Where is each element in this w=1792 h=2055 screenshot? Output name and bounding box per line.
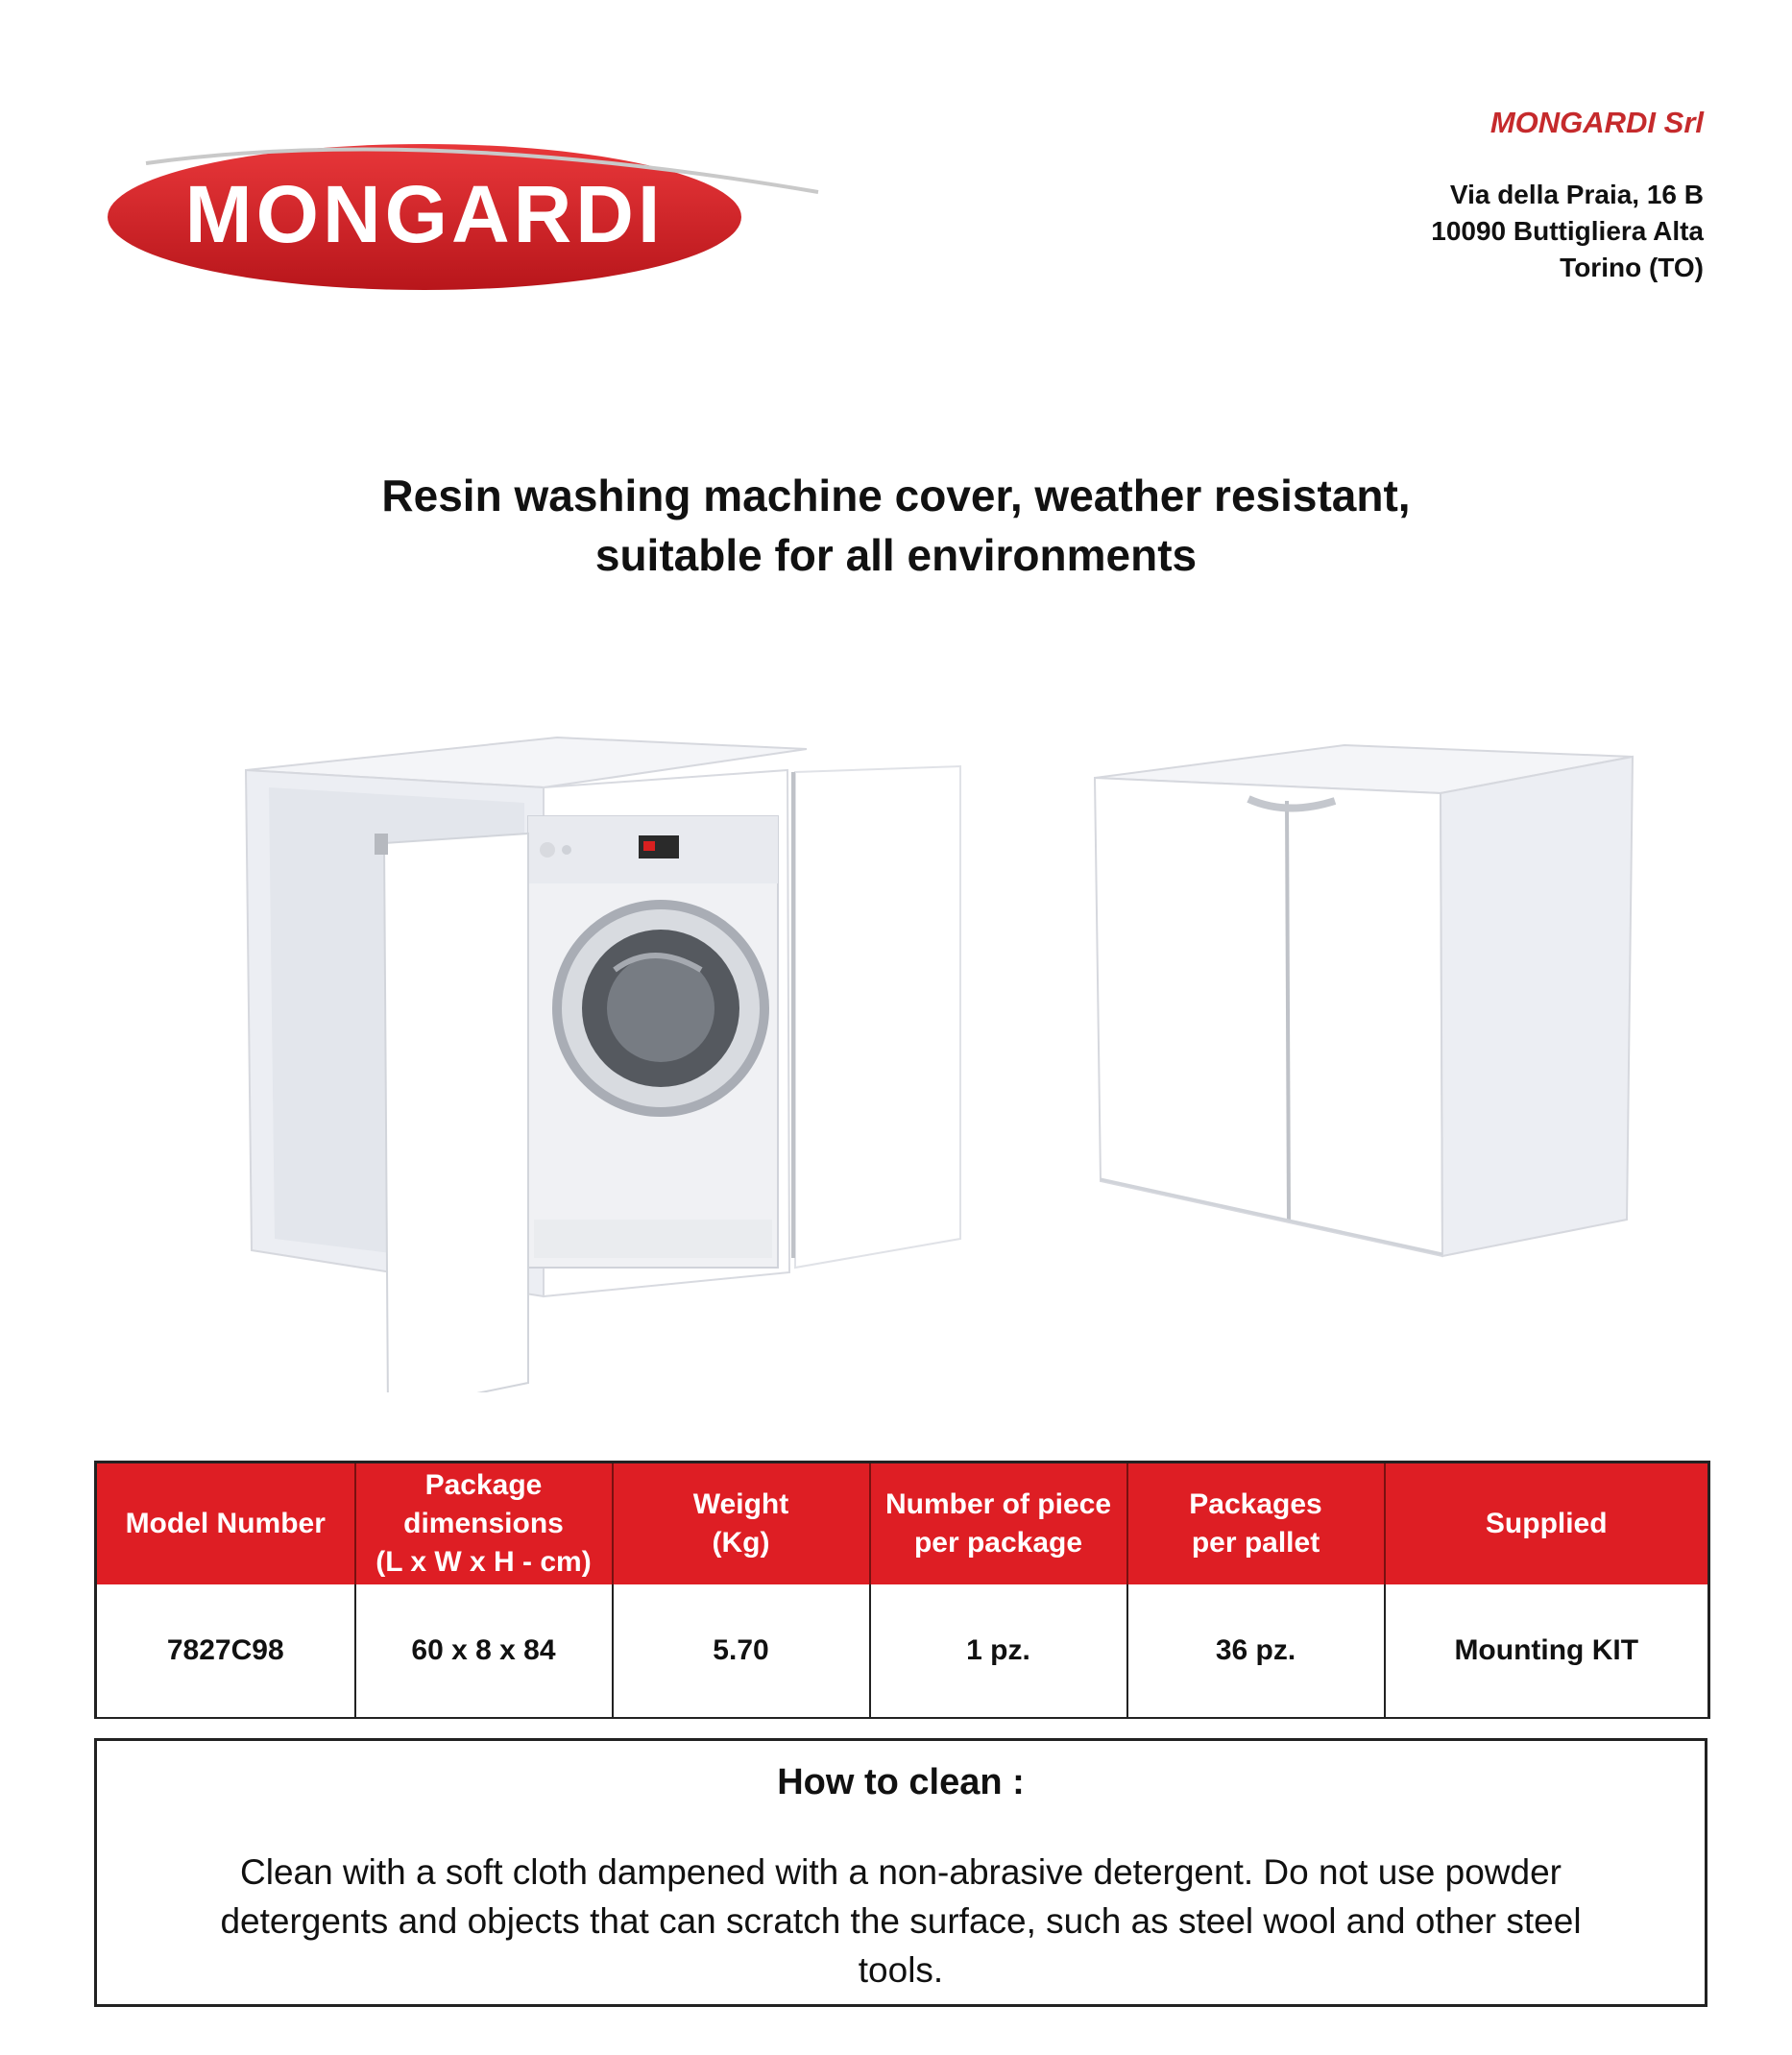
header-text: per package (913, 1527, 1083, 1559)
table-row (96, 1584, 1709, 1718)
header-text: Model Number (125, 1508, 326, 1539)
headline-line-2: suitable for all environments (594, 530, 1198, 580)
header-text: Supplied (1485, 1508, 1608, 1539)
header-text: (Kg) (712, 1527, 770, 1559)
header-text: Weight (692, 1488, 789, 1520)
header-text: (L x W x H - cm) (375, 1546, 592, 1578)
closed-cabinet-illustration (1095, 745, 1633, 1256)
address-city: Torino (TO) (1560, 253, 1704, 282)
product-image (230, 720, 1652, 1392)
cleaning-line: tools. (858, 1950, 944, 1990)
spec-table (94, 1461, 1710, 1719)
header-supplied (1385, 1463, 1709, 1585)
header-package-dimensions (355, 1463, 613, 1585)
header-pieces-per-package (870, 1463, 1127, 1585)
company-info (1431, 106, 1704, 286)
cleaning-title: How to clean : (777, 1762, 1025, 1802)
cleaning-section (94, 1738, 1707, 2007)
header-model-number (96, 1463, 355, 1585)
open-cabinet-illustration (246, 737, 960, 1392)
address-street: Via della Praia, 16 B (1449, 180, 1704, 209)
cell-package-dimensions: 60 x 8 x 84 (355, 1584, 613, 1718)
cleaning-line: detergents and objects that can scratch the surface, such as steel wool and other steel (220, 1901, 1582, 1941)
cleaning-text (116, 1848, 1685, 1995)
svg-text:MONGARDI: MONGARDI (184, 169, 665, 259)
cleaning-line: Clean with a soft cloth dampened with a non-abrasive detergent. Do not use powder (240, 1852, 1562, 1892)
headline-line-1: Resin washing machine cover, weather resistant, (381, 471, 1411, 520)
header-text: Packages (1189, 1488, 1322, 1520)
spec-header-row (96, 1463, 1709, 1585)
cell-model-number: 7827C98 (96, 1584, 355, 1718)
header-text: dimensions (403, 1508, 564, 1539)
company-name: MONGARDI Srl (1489, 106, 1704, 139)
cell-supplied: Mounting KIT (1385, 1584, 1709, 1718)
header-weight (613, 1463, 870, 1585)
header-text: Package (424, 1469, 543, 1501)
cell-packages-per-pallet: 36 pz. (1127, 1584, 1385, 1718)
header-text: Number of piece (884, 1488, 1112, 1520)
mongardi-logo (108, 134, 837, 307)
product-headline (0, 466, 1792, 585)
cell-weight: 5.70 (613, 1584, 870, 1718)
address-postal: 10090 Buttigliera Alta (1431, 216, 1704, 246)
header-text: per pallet (1191, 1527, 1320, 1559)
cell-pieces-per-package: 1 pz. (870, 1584, 1127, 1718)
header-packages-per-pallet (1127, 1463, 1385, 1585)
